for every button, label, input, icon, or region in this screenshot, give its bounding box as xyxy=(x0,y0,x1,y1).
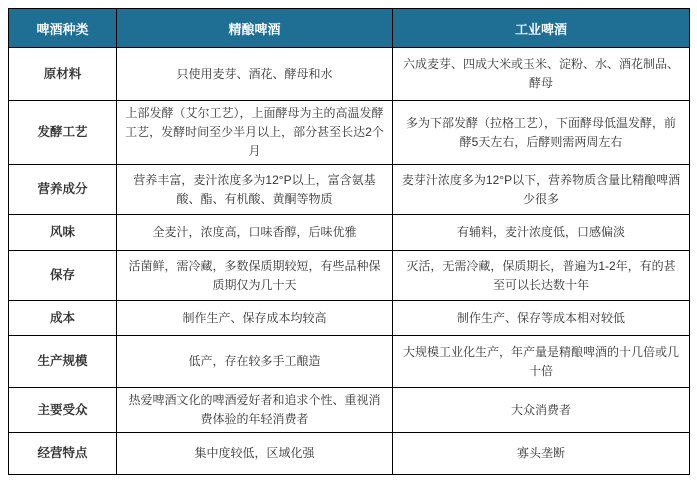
row-label: 营养成分 xyxy=(9,165,117,215)
row-label: 经营特点 xyxy=(9,433,117,475)
header-industrial-beer: 工业啤酒 xyxy=(393,9,690,48)
craft-beer-cell: 上部发酵（艾尔工艺），上面酵母为主的高温发酵工艺，发酵时间至少半月以上，部分甚至长达2个月 xyxy=(117,101,393,165)
industrial-beer-cell: 六成麦芽、四成大米或玉米、淀粉、水、酒花制品、酵母 xyxy=(393,48,690,101)
table-header xyxy=(9,9,690,48)
table-row xyxy=(9,101,690,165)
industrial-beer-cell: 大众消费者 xyxy=(393,388,690,433)
craft-beer-cell: 只使用麦芽、酒花、酵母和水 xyxy=(117,48,393,101)
header-craft-beer: 精酿啤酒 xyxy=(117,9,393,48)
row-label: 保存 xyxy=(9,251,117,301)
row-label: 发酵工艺 xyxy=(9,101,117,165)
header-row xyxy=(9,9,690,48)
table-body xyxy=(9,48,690,475)
industrial-beer-cell: 制作生产、保存等成本相对较低 xyxy=(393,301,690,336)
craft-beer-cell: 低产，存在较多手工酿造 xyxy=(117,336,393,388)
industrial-beer-cell: 寡头垄断 xyxy=(393,433,690,475)
craft-beer-cell: 营养丰富，麦汁浓度多为12°P以上，富含氨基酸、酯、有机酸、黄酮等物质 xyxy=(117,165,393,215)
craft-beer-cell: 制作生产、保存成本均较高 xyxy=(117,301,393,336)
table-row xyxy=(9,433,690,475)
craft-beer-cell: 活菌鲜，需冷藏，多数保质期较短，有些品种保质期仅为几十天 xyxy=(117,251,393,301)
table-row xyxy=(9,388,690,433)
industrial-beer-cell: 灭活，无需冷藏，保质期长，普遍为1-2年，有的甚至可以长达数十年 xyxy=(393,251,690,301)
industrial-beer-cell: 多为下部发酵（拉格工艺），下面酵母低温发酵，前酵5天左右，后酵则需两周左右 xyxy=(393,101,690,165)
table-row xyxy=(9,301,690,336)
row-label: 生产规模 xyxy=(9,336,117,388)
beer-comparison-table xyxy=(8,8,690,475)
industrial-beer-cell: 麦芽汁浓度多为12°P以下，营养物质含量比精酿啤酒少很多 xyxy=(393,165,690,215)
table-row xyxy=(9,251,690,301)
table-row xyxy=(9,215,690,251)
craft-beer-cell: 热爱啤酒文化的啤酒爱好者和追求个性、重视消费体验的年轻消费者 xyxy=(117,388,393,433)
craft-beer-cell: 全麦汁，浓度高，口味香醇，后味优雅 xyxy=(117,215,393,251)
industrial-beer-cell: 大规模工业化生产，年产量是精酿啤酒的十几倍或几十倍 xyxy=(393,336,690,388)
row-label: 主要受众 xyxy=(9,388,117,433)
row-label: 成本 xyxy=(9,301,117,336)
industrial-beer-cell: 有辅料，麦汁浓度低，口感偏淡 xyxy=(393,215,690,251)
row-label: 原材料 xyxy=(9,48,117,101)
header-beer-type: 啤酒种类 xyxy=(9,9,117,48)
table-row xyxy=(9,336,690,388)
row-label: 风味 xyxy=(9,215,117,251)
table-row xyxy=(9,165,690,215)
craft-beer-cell: 集中度较低，区域化强 xyxy=(117,433,393,475)
table-row xyxy=(9,48,690,101)
